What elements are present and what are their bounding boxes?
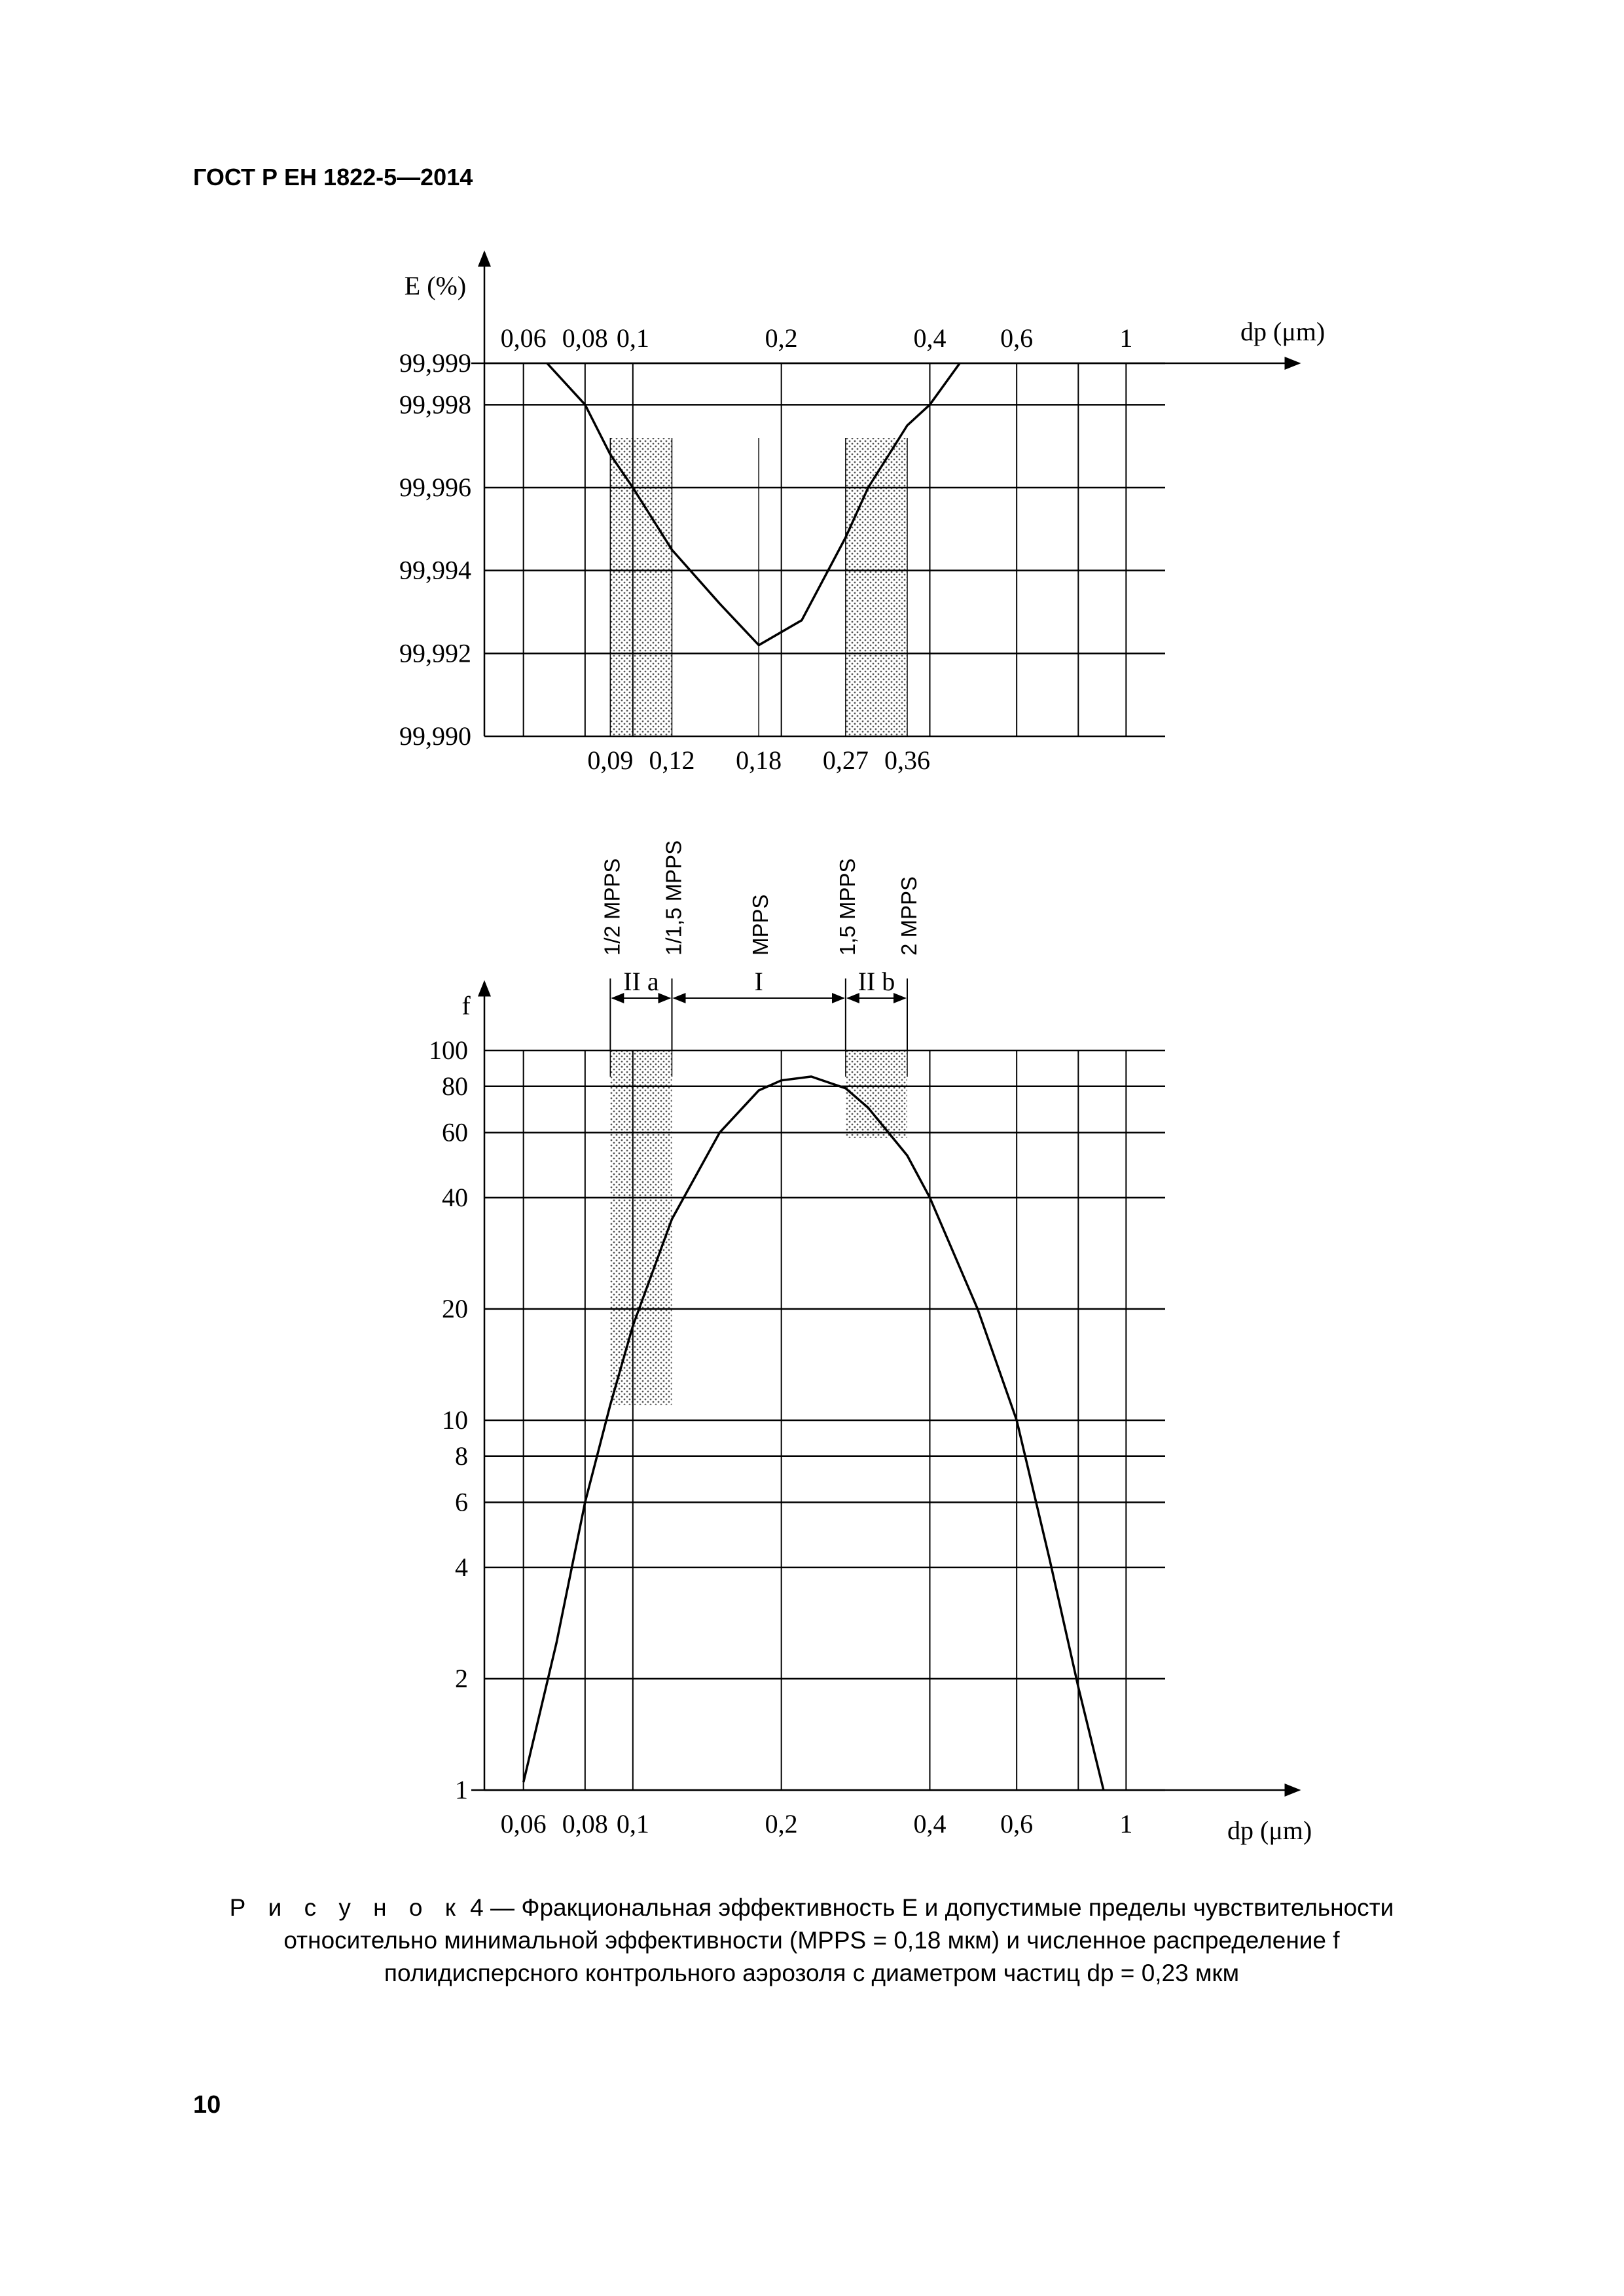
mpps-marker-label: 1/1,5 MPPS [661,840,686,956]
y-tick-label-bottom: 6 [455,1487,468,1517]
caption-prefix: Р и с у н о к [229,1894,463,1921]
shaded-band-top-1 [846,438,907,736]
caption-line-1: 4 — Фракциональная эффективность E и допустимые пределы чувствительности [463,1894,1394,1921]
y-tick-label-top: 99,992 [399,638,471,668]
y-tick-label-bottom: 20 [442,1293,468,1323]
x-tick-label-top: 0,6 [1000,323,1034,353]
y-tick-label-bottom: 10 [442,1405,468,1435]
shaded-band-bottom-0 [610,1050,672,1405]
shaded-band-top-0 [610,438,672,736]
x-tick-label-bottom: 0,06 [500,1809,547,1839]
shaded-band-bottom-1 [846,1050,907,1138]
mpps-marker-label: 2 MPPS [897,876,922,956]
y-axis-label-bottom: f [461,991,471,1020]
x-axis-label-bottom: dp (μm) [1227,1816,1312,1845]
x-tick-label-top: 0,2 [765,323,798,353]
y-tick-label-top: 99,994 [399,555,471,585]
x-band-label-top: 0,09 [587,745,634,775]
x-tick-label-top: 1 [1119,323,1133,353]
x-band-label-top: 0,12 [649,745,695,775]
x-tick-label-top: 0,06 [500,323,547,353]
range-label: I [754,967,763,996]
y-tick-label-bottom: 40 [442,1182,468,1212]
y-tick-label-bottom: 60 [442,1117,468,1147]
x-tick-label-bottom: 0,1 [616,1809,649,1839]
x-tick-label-bottom: 0,2 [765,1809,798,1839]
x-tick-label-top: 0,08 [562,323,608,353]
mpps-marker-label: 1/2 MPPS [600,858,624,956]
x-axis-label-top: dp (μm) [1240,317,1326,346]
y-tick-label-top: 99,999 [399,348,471,378]
efficiency-chart [399,252,1325,775]
caption-line-3: полидисперсного контрольного аэрозоля с диаметром частиц dp = 0,23 мкм [384,1960,1240,1986]
document-header: ГОСТ Р ЕН 1822-5—2014 [193,164,473,190]
y-tick-label-bottom: 100 [429,1035,468,1065]
x-tick-label-bottom: 0,08 [562,1809,608,1839]
x-band-label-top: 0,27 [822,745,869,775]
y-tick-label-bottom: 2 [455,1663,468,1693]
y-tick-label-top: 99,996 [399,473,471,502]
y-tick-label-bottom: 1 [455,1775,468,1804]
x-tick-label-bottom: 1 [1119,1809,1133,1839]
x-tick-label-bottom: 0,6 [1000,1809,1034,1839]
x-band-label-top: 0,36 [884,745,931,775]
mpps-annotations [600,840,921,1050]
x-tick-label-top: 0,1 [616,323,649,353]
x-tick-label-top: 0,4 [913,323,947,353]
mpps-marker-label: 1,5 MPPS [835,858,859,956]
mpps-marker-label: MPPS [748,894,773,956]
y-tick-label-bottom: 80 [442,1071,468,1101]
figure-caption [157,1892,1466,1990]
y-tick-label-top: 99,998 [399,389,471,420]
x-band-label-top: 0,18 [736,745,782,775]
x-tick-label-bottom: 0,4 [913,1809,947,1839]
y-axis-label-top: E (%) [404,271,467,300]
page-number: 10 [193,2091,221,2119]
caption-line-2: относительно минимальной эффективности (MPPS = 0,18 мкм) и численное распределение f [283,1927,1340,1954]
range-label: II b [857,967,895,996]
distribution-chart [429,982,1312,1845]
y-tick-label-bottom: 4 [455,1552,468,1582]
y-tick-label-bottom: 8 [455,1441,468,1471]
range-label: II a [623,967,659,996]
y-tick-label-top: 99,990 [399,721,471,751]
